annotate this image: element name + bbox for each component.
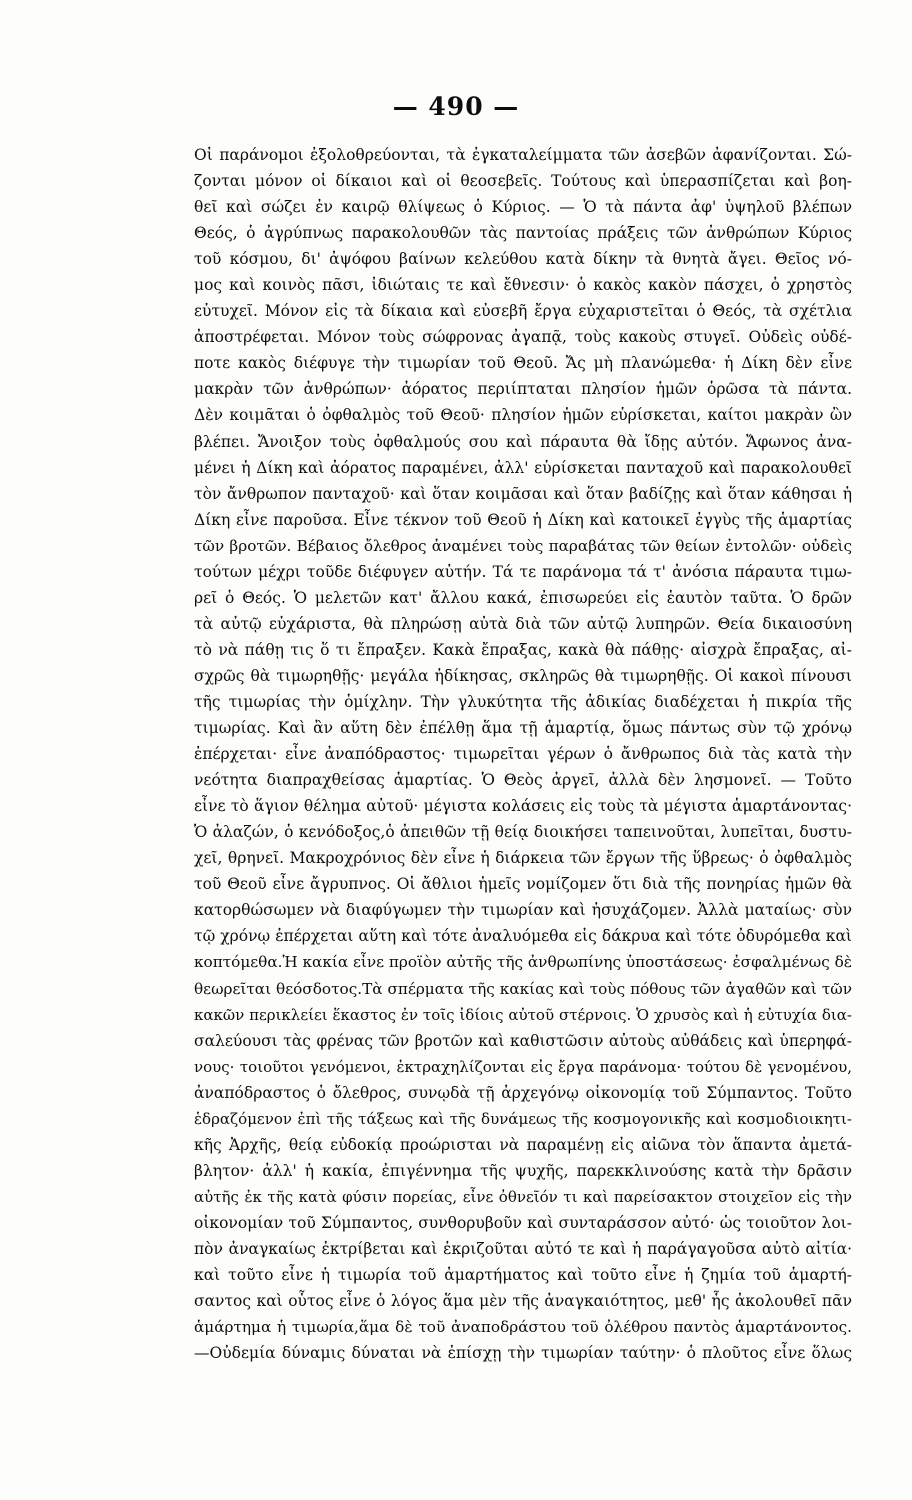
- text-line: τὸν ἄνθρωπον πανταχοῦ· καὶ ὅταν κοιμᾶσαι καὶ ὅταν βαδίζῃς καὶ ὅταν κάθησαι ἡ: [194, 484, 852, 503]
- text-line: τὰ αὐτῷ εὐχάριστα, θὰ πληρώσῃ αὐτὰ διὰ τῶν αὐτῷ λυπηρῶν. Θεία δικαιοσύνη: [194, 614, 852, 633]
- text-line: Ὁ ἀλαζών, ὁ κενόδοξος,ὁ ἀπειθῶν τῇ θείᾳ διοικήσει ταπεινοῦται, λυπεῖται, δυστυ-: [194, 823, 852, 842]
- text-line: —Οὐδεμία δύναμις δύναται νὰ ἐπίσχῃ τὴν τιμωρίαν ταύτην· ὁ πλοῦτος εἶνε ὅλως: [194, 1344, 852, 1363]
- text-line: βλητον· ἀλλ' ἡ κακία, ἐπιγέννημα τῆς ψυχῆς, παρεκκλινούσης κατὰ τὴν δρᾶσιν: [194, 1161, 852, 1180]
- text-line: κατορθώσωμεν νὰ διαφύγωμεν τὴν τιμωρίαν καὶ ἡσυχάζομεν. Ἀλλὰ ματαίως· σὺν: [194, 901, 852, 920]
- text-line: ἁμάρτημα ἡ τιμωρία,ἅμα δὲ τοῦ ἀναποδράστου τοῦ ὀλέθρου παντὸς ἁμαρτάνοντος.: [194, 1318, 852, 1337]
- text-line: καὶ τοῦτο εἶνε ἡ τιμωρία τοῦ ἁμαρτήματος καὶ τοῦτο εἶνε ἡ ζημία τοῦ ἁμαρτή-: [194, 1266, 852, 1285]
- text-line: τῷ χρόνῳ ἐπέρχεται αὕτη καὶ τότε ἀναλυόμεθα εἰς δάκρυα καὶ τότε ὀδυρόμεθα καὶ: [194, 927, 852, 946]
- text-line: μακρὰν τῶν ἀνθρώπων· ἀόρατος περιίπταται πλησίον ἡμῶν ὁρῶσα τὰ πάντα.: [194, 380, 852, 399]
- text-line: τῆς τιμωρίας τὴν ὁμίχλην. Τὴν γλυκύτητα τῆς ἀδικίας διαδέχεται ἡ πικρία τῆς: [194, 692, 852, 711]
- text-line: ἀναπόδραστος ὁ ὄλεθρος, συνῳδὰ τῇ ἀρχεγόνῳ οἰκονομίᾳ τοῦ Σύμπαντος. Τοῦτο: [194, 1083, 852, 1102]
- text-line: σχρῶς θὰ τιμωρηθῇς· μεγάλα ἠδίκησας, σκληρῶς θὰ τιμωρηθῇς. Οἱ κακοὶ πίνουσι: [194, 666, 852, 685]
- text-line: ἀποστρέφεται. Μόνον τοὺς σώφρονας ἀγαπᾷ, τοὺς κακοὺς στυγεῖ. Οὐδεὶς οὐδέ-: [194, 328, 852, 347]
- body-text: [194, 142, 852, 1366]
- text-line: ζονται μόνον οἱ δίκαιοι καὶ οἱ θεοσεβεῖς. Τούτους καὶ ὑπερασπίζεται καὶ βοη-: [194, 172, 852, 191]
- text-line: βλέπει. Ἄνοιξον τοὺς ὀφθαλμούς σου καὶ πάραυτα θὰ ἴδῃς αὐτόν. Ἄφωνος ἀνα-: [194, 432, 852, 451]
- text-line: κοπτόμεθα.Ἡ κακία εἶνε προϊὸν αὐτῆς τῆς ἀνθρωπίνης ὑποστάσεως· ἐσφαλμένως δὲ: [194, 953, 852, 972]
- text-line: ρεῖ ὁ Θεός. Ὁ μελετῶν κατ' ἄλλου κακά, ἐπισωρεύει εἰς ἑαυτὸν ταῦτα. Ὁ δρῶν: [194, 588, 852, 607]
- text-line: νεότητα διαπραχθείσας ἁμαρτίας. Ὁ Θεὸς ἀργεῖ, ἀλλὰ δὲν λησμονεῖ. — Τοῦτο: [194, 771, 852, 790]
- text-line: κακῶν περικλείει ἕκαστος ἐν τοῖς ἰδίοις αὐτοῦ στέρνοις. Ὁ χρυσὸς καὶ ἡ εὐτυχία δια-: [194, 1005, 852, 1024]
- text-line: πὸν ἀναγκαίως ἐκτρίβεται καὶ ἐκριζοῦται αὐτό τε καὶ ἡ παράγαγοῦσα αὐτὸ αἰτία·: [194, 1239, 852, 1258]
- text-line: τοῦ Θεοῦ εἶνε ἄγρυπνος. Οἱ ἄθλιοι ἡμεῖς νομίζομεν ὅτι διὰ τῆς πονηρίας ἡμῶν θὰ: [194, 875, 852, 894]
- text-line: κῆς Ἀρχῆς, θείᾳ εὐδοκίᾳ προώρισται νὰ παραμένῃ εἰς αἰῶνα τὸν ἅπαντα ἀμετά-: [194, 1135, 852, 1154]
- text-line: Δίκη εἶνε παροῦσα. Εἶνε τέκνον τοῦ Θεοῦ ἡ Δίκη καὶ κατοικεῖ ἐγγὺς τῆς ἁμαρτίας: [194, 510, 852, 529]
- text-line: τιμωρίας. Καὶ ἂν αὕτη δὲν ἐπέλθῃ ἅμα τῇ ἁμαρτίᾳ, ὅμως πάντως σὺν τῷ χρόνῳ: [194, 719, 852, 738]
- text-line: τούτων μέχρι τοῦδε διέφυγεν αὐτήν. Τά τε παράνομα τά τ' ἀνόσια πάραυτα τιμω-: [194, 562, 852, 581]
- text-line: τὸ νὰ πάθῃ τις ὅ τι ἔπραξεν. Κακὰ ἔπραξας, κακὰ θὰ πάθῃς· αἰσχρὰ ἔπραξας, αἰ-: [194, 640, 852, 659]
- text-line: σαλεύουσι τὰς φρένας τῶν βροτῶν καὶ καθιστῶσιν αὐτοὺς αὐθάδεις καὶ ὑπερηφά-: [194, 1031, 852, 1050]
- text-line: θεῖ καὶ σώζει ἐν καιρῷ θλίψεως ὁ Κύριος. — Ὁ τὰ πάντα ἀφ' ὑψηλοῦ βλέπων: [194, 198, 852, 217]
- text-line: ἑδραζόμενον ἐπὶ τῆς τάξεως καὶ τῆς δυνάμεως τῆς κοσμογονικῆς καὶ κοσμοδιοικητι-: [194, 1109, 852, 1128]
- text-line: σαντος καὶ οὗτος εἶνε ὁ λόγος ἅμα μὲν τῆς ἀναγκαιότητος, μεθ' ἧς ἀκολουθεῖ πᾶν: [194, 1292, 852, 1311]
- text-line: μένει ἡ Δίκη καὶ ἀόρατος παραμένει, ἀλλ' εὑρίσκεται πανταχοῦ καὶ παρακολουθεῖ: [194, 458, 852, 477]
- text-line: εἶνε τὸ ἅγιον θέλημα αὐτοῦ· μέγιστα κολάσεις εἰς τοὺς τὰ μέγιστα ἁμαρτάνοντας·: [194, 797, 852, 816]
- text-line: οἰκονομίαν τοῦ Σύμπαντος, συνθορυβοῦν καὶ συνταράσσον αὐτό· ὡς τοιοῦτον λοι-: [194, 1213, 852, 1232]
- text-line: ἐπέρχεται· εἶνε ἀναπόδραστος· τιμωρεῖται γέρων ὁ ἄνθρωπος διὰ τὰς κατὰ τὴν: [194, 745, 852, 764]
- text-line: Οἱ παράνομοι ἐξολοθρεύονται, τὰ ἐγκαταλείμματα τῶν ἀσεβῶν ἀφανίζονται. Σώ-: [194, 146, 852, 164]
- text-line: χεῖ, θρηνεῖ. Μακροχρόνιος δὲν εἶνε ἡ διάρκεια τῶν ἔργων τῆς ὕβρεως· ὁ ὀφθαλμὸς: [194, 849, 852, 868]
- text-line: Δὲν κοιμᾶται ὁ ὀφθαλμὸς τοῦ Θεοῦ· πλησίον ἡμῶν εὑρίσκεται, καίτοι μακρὰν ὢν: [194, 406, 852, 425]
- text-line: ποτε κακὸς διέφυγε τὴν τιμωρίαν τοῦ Θεοῦ. Ἄς μὴ πλανώμεθα· ἡ Δίκη δὲν εἶνε: [194, 354, 852, 373]
- page-number: — 490 —: [392, 92, 520, 121]
- text-line: τοῦ κόσμου, δι' ἀψόφου βαίνων κελεύθου κατὰ δίκην τὰ θνητὰ ἄγει. Θεῖος νό-: [194, 250, 852, 269]
- text-line: μος καὶ κοινὸς πᾶσι, ἰδιώταις τε καὶ ἔθνεσιν· ὁ κακὸς κακὸν πάσχει, ὁ χρηστὸς: [194, 276, 852, 295]
- text-line: Θεός, ὁ ἀγρύπνως παρακολουθῶν τὰς παντοίας πράξεις τῶν ἀνθρώπων Κύριος: [194, 224, 852, 243]
- text-line: θεωρεῖται θεόσδοτος.Τὰ σπέρματα τῆς κακίας καὶ τοὺς πόθους τῶν ἀγαθῶν καὶ τῶν: [194, 979, 852, 998]
- text-line: τῶν βροτῶν. Βέβαιος ὄλεθρος ἀναμένει τοὺς παραβάτας τῶν θείων ἐντολῶν· οὐδεὶς: [194, 536, 852, 555]
- text-line: εὐτυχεῖ. Μόνον εἰς τὰ δίκαια καὶ εὐσεβῆ ἔργα εὐχαριστεῖται ὁ Θεός, τὰ σχέτλια: [194, 302, 852, 321]
- text-line: νους· τοιοῦτοι γενόμενοι, ἐκτραχηλίζονται εἰς ἔργα παράνομα· τούτου δὲ γενομένου,: [194, 1057, 852, 1076]
- text-line: αὐτῆς ἐκ τῆς κατὰ φύσιν πορείας, εἶνε ὀθνεῖόν τι καὶ παρείσακτον στοιχεῖον εἰς τὴν: [194, 1187, 852, 1206]
